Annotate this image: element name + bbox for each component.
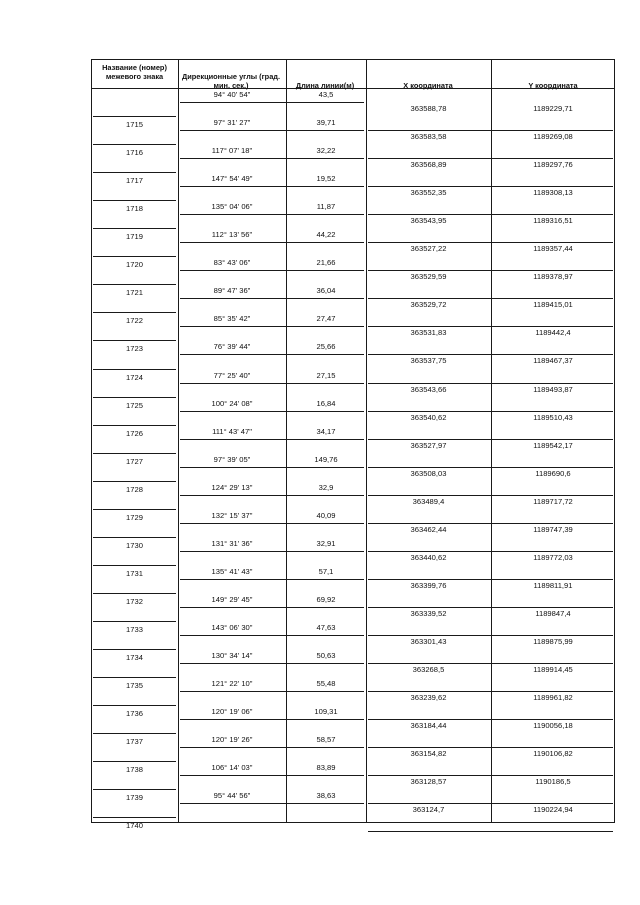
point-name-cell: 1735: [126, 681, 143, 691]
point-name-cell: 1723: [126, 344, 143, 354]
angle-cell: 147° 54' 49": [211, 174, 253, 184]
x-coordinate-cell: 363489,4: [412, 496, 445, 506]
x-coordinate-cell: 363543,95: [410, 216, 447, 226]
length-cell: 149,76: [314, 454, 338, 464]
y-coordinate-cell: 1189357,44: [533, 244, 573, 254]
angle-cell: 117° 07' 18": [211, 146, 253, 156]
angle-cell: 77° 25' 40": [213, 370, 251, 380]
grid-line: [93, 453, 176, 454]
y-coordinate-cell: 1189467,37: [533, 356, 573, 366]
angle-cell: 131° 31' 36": [211, 538, 253, 548]
grid-line: [368, 439, 613, 440]
grid-line: [368, 298, 613, 299]
point-name-cell: 1727: [126, 456, 143, 466]
grid-line: [368, 186, 613, 187]
length-cell: 38,63: [316, 791, 336, 801]
angle-cell: 94° 40' 54": [213, 90, 251, 99]
y-coordinate-cell: 1189542,17: [533, 440, 573, 450]
length-cell: 27,15: [316, 370, 336, 380]
grid-line: [93, 649, 176, 650]
length-cell: 39,71: [316, 118, 336, 128]
x-coordinate-cell: 363128,57: [410, 777, 447, 787]
x-coordinate-cell: 363301,43: [410, 636, 447, 646]
point-name-cell: 1738: [126, 765, 143, 775]
x-coordinate-cell: 363440,62: [410, 552, 447, 562]
grid-line: [93, 425, 176, 426]
grid-line: [93, 312, 176, 313]
grid-line: [368, 635, 613, 636]
point-name-cell: 1719: [126, 232, 143, 242]
length-cell: 55,48: [316, 679, 336, 689]
grid-line: [368, 411, 613, 412]
y-coordinate-cell: 1189747,39: [533, 524, 573, 534]
x-coordinate-cell: 363184,44: [410, 721, 447, 731]
grid-line: [180, 803, 364, 804]
point-name-cell: 1728: [126, 484, 143, 494]
angle-cell: 121° 22' 10": [211, 679, 253, 689]
grid-line: [180, 467, 364, 468]
header-angle: Дирекционные углы (град. мин. сек.): [181, 72, 281, 90]
length-cell: 32,22: [316, 146, 336, 156]
grid-line: [180, 495, 364, 496]
point-name-cell: 1734: [126, 653, 143, 662]
grid-line: [368, 467, 613, 468]
x-coordinate-cell: 363529,59: [410, 272, 447, 282]
grid-line: [368, 523, 613, 524]
grid-line: [180, 214, 364, 215]
grid-line: [368, 747, 613, 748]
grid-line: [93, 397, 176, 398]
x-coordinate-cell: 363588,78: [410, 104, 447, 113]
grid-line: [368, 383, 613, 384]
grid-line: [93, 565, 176, 566]
grid-line: [491, 59, 492, 823]
angle-cell: 149° 29' 45": [211, 594, 253, 604]
grid-line: [180, 242, 364, 243]
length-cell: 11,87: [316, 202, 336, 212]
grid-line: [368, 607, 613, 608]
angle-cell: 132° 15' 37": [211, 510, 253, 520]
grid-line: [93, 593, 176, 594]
grid-line: [368, 495, 613, 496]
x-coordinate-cell: 363268,5: [412, 665, 445, 674]
grid-line: [368, 242, 613, 243]
grid-line: [180, 439, 364, 440]
angle-cell: 83° 43' 06": [213, 258, 251, 268]
length-cell: 16,84: [316, 398, 336, 408]
point-name-cell: 1717: [126, 176, 143, 186]
grid-line: [368, 551, 613, 552]
grid-line: [368, 831, 613, 832]
header-y: Y координата: [528, 81, 578, 90]
y-coordinate-cell: 1189914,45: [533, 665, 573, 674]
y-coordinate-cell: 1189415,01: [533, 300, 573, 310]
grid-line: [180, 635, 364, 636]
grid-line: [180, 102, 364, 103]
grid-line: [91, 59, 92, 823]
length-cell: 43,5: [318, 90, 334, 99]
y-coordinate-cell: 1189510,43: [533, 412, 573, 422]
y-coordinate-cell: 1189269,08: [533, 132, 573, 142]
x-coordinate-cell: 363543,66: [410, 384, 447, 394]
grid-line: [180, 158, 364, 159]
y-coordinate-cell: 1189772,03: [533, 552, 573, 562]
point-name-cell: 1721: [126, 288, 143, 298]
angle-cell: 143° 06' 30": [211, 622, 253, 632]
point-name-cell: 1740: [126, 821, 143, 831]
grid-line: [180, 775, 364, 776]
point-name-cell: 1718: [126, 204, 143, 214]
angle-cell: 124° 29' 13": [211, 482, 253, 492]
point-name-cell: 1716: [126, 148, 143, 158]
grid-line: [368, 326, 613, 327]
grid-line: [368, 214, 613, 215]
header-name: Название (номер) межевого знака: [102, 63, 167, 81]
x-coordinate-cell: 363583,58: [410, 132, 447, 142]
point-name-cell: 1732: [126, 596, 143, 606]
x-coordinate-cell: 363399,76: [410, 580, 447, 590]
y-coordinate-cell: 1189297,76: [533, 160, 573, 170]
angle-cell: 135° 41' 43": [211, 566, 253, 576]
angle-cell: 89° 47' 36": [213, 286, 251, 296]
length-cell: 47,63: [316, 622, 336, 632]
grid-line: [93, 340, 176, 341]
grid-line: [93, 256, 176, 257]
x-coordinate-cell: 363568,89: [410, 160, 447, 170]
grid-line: [180, 663, 364, 664]
length-cell: 109,31: [314, 707, 338, 717]
grid-line: [93, 761, 176, 762]
point-name-cell: 1724: [126, 372, 143, 382]
grid-line: [93, 144, 176, 145]
y-coordinate-cell: 1190224,94: [533, 805, 573, 815]
x-coordinate-cell: 363124,7: [412, 805, 445, 815]
point-name-cell: 1722: [126, 316, 143, 326]
grid-line: [368, 579, 613, 580]
angle-cell: 76° 39' 44": [213, 342, 251, 352]
angle-cell: 120° 19' 26": [211, 735, 253, 745]
grid-line: [180, 354, 364, 355]
length-cell: 32,9: [318, 482, 334, 492]
length-cell: 27,47: [316, 314, 336, 324]
length-cell: 34,17: [316, 426, 336, 436]
grid-line: [93, 284, 176, 285]
grid-line: [180, 130, 364, 131]
grid-line: [93, 228, 176, 229]
grid-line: [368, 803, 613, 804]
y-coordinate-cell: 1189442,4: [535, 328, 571, 338]
point-name-cell: 1730: [126, 540, 143, 550]
y-coordinate-cell: 1189690,6: [535, 468, 571, 478]
grid-line: [180, 551, 364, 552]
grid-line: [366, 59, 367, 823]
point-name-cell: 1729: [126, 512, 143, 522]
length-cell: 32,91: [316, 538, 336, 548]
grid-line: [91, 59, 615, 60]
y-coordinate-cell: 1189316,51: [533, 216, 573, 226]
x-coordinate-cell: 363462,44: [410, 524, 447, 534]
x-coordinate-cell: 363540,62: [410, 412, 447, 422]
y-coordinate-cell: 1189378,97: [533, 272, 573, 282]
point-name-cell: 1733: [126, 624, 143, 634]
grid-line: [180, 270, 364, 271]
x-coordinate-cell: 363239,62: [410, 693, 447, 703]
coordinate-table: [91, 59, 615, 831]
angle-cell: 112° 13' 56": [211, 230, 253, 240]
point-name-cell: 1739: [126, 793, 143, 803]
y-coordinate-cell: 1189308,13: [533, 188, 573, 198]
angle-cell: 100° 24' 08": [211, 398, 253, 408]
angle-cell: 120° 19' 06": [211, 707, 253, 717]
length-cell: 44,22: [316, 230, 336, 240]
x-coordinate-cell: 363537,75: [410, 356, 447, 366]
length-cell: 25,66: [316, 342, 336, 352]
grid-line: [93, 705, 176, 706]
grid-line: [93, 677, 176, 678]
grid-line: [93, 509, 176, 510]
grid-line: [93, 200, 176, 201]
length-cell: 40,09: [316, 510, 336, 520]
grid-line: [180, 326, 364, 327]
y-coordinate-cell: 1189961,82: [533, 693, 573, 703]
grid-line: [93, 369, 176, 370]
x-coordinate-cell: 363154,82: [410, 749, 447, 759]
grid-line: [93, 621, 176, 622]
grid-line: [286, 59, 287, 823]
header-x: X координата: [403, 81, 453, 90]
point-name-cell: 1726: [126, 428, 143, 438]
y-coordinate-cell: 1189847,4: [535, 608, 571, 618]
grid-line: [180, 691, 364, 692]
grid-line: [180, 411, 364, 412]
grid-line: [93, 481, 176, 482]
grid-line: [93, 789, 176, 790]
y-coordinate-cell: 1189229,71: [533, 104, 573, 113]
length-cell: 50,63: [316, 651, 336, 660]
y-coordinate-cell: 1189493,87: [533, 384, 573, 394]
angle-cell: 85° 35' 42": [213, 314, 251, 324]
length-cell: 57,1: [318, 566, 334, 576]
length-cell: 21,66: [316, 258, 336, 268]
x-coordinate-cell: 363527,97: [410, 440, 447, 450]
length-cell: 83,89: [316, 763, 336, 773]
x-coordinate-cell: 363339,52: [410, 608, 447, 618]
header-length: Длина линии(м): [295, 81, 355, 90]
x-coordinate-cell: 363508,03: [410, 468, 447, 478]
y-coordinate-cell: 1190056,18: [533, 721, 573, 731]
grid-line: [180, 747, 364, 748]
grid-line: [368, 354, 613, 355]
grid-line: [368, 158, 613, 159]
grid-line: [368, 719, 613, 720]
grid-line: [93, 733, 176, 734]
x-coordinate-cell: 363527,22: [410, 244, 447, 254]
y-coordinate-cell: 1189717,72: [533, 496, 573, 506]
grid-line: [180, 298, 364, 299]
grid-line: [93, 172, 176, 173]
y-coordinate-cell: 1189811,91: [533, 580, 573, 590]
grid-line: [180, 579, 364, 580]
grid-line: [93, 817, 176, 818]
angle-cell: 106° 14' 03": [211, 763, 253, 773]
grid-line: [93, 116, 176, 117]
grid-line: [368, 663, 613, 664]
grid-line: [180, 383, 364, 384]
length-cell: 19,52: [316, 174, 336, 184]
x-coordinate-cell: 363529,72: [410, 300, 447, 310]
x-coordinate-cell: 363552,35: [410, 188, 447, 198]
point-name-cell: 1725: [126, 400, 143, 410]
grid-line: [368, 775, 613, 776]
grid-line: [180, 719, 364, 720]
point-name-cell: 1715: [126, 120, 143, 130]
y-coordinate-cell: 1189875,99: [533, 636, 573, 646]
point-name-cell: 1720: [126, 260, 143, 270]
point-name-cell: 1737: [126, 737, 143, 747]
grid-line: [93, 537, 176, 538]
point-name-cell: 1736: [126, 709, 143, 719]
angle-cell: 130° 34' 14": [211, 651, 253, 660]
length-cell: 58,57: [316, 735, 336, 745]
grid-line: [178, 59, 179, 823]
grid-line: [368, 691, 613, 692]
angle-cell: 97° 39' 05": [213, 454, 251, 464]
y-coordinate-cell: 1190106,82: [533, 749, 573, 759]
angle-cell: 135° 04' 06": [211, 202, 253, 212]
length-cell: 69,92: [316, 594, 336, 604]
grid-line: [614, 59, 615, 823]
grid-line: [368, 270, 613, 271]
length-cell: 36,04: [316, 286, 336, 296]
x-coordinate-cell: 363531,83: [410, 328, 447, 338]
grid-line: [368, 130, 613, 131]
grid-line: [180, 607, 364, 608]
y-coordinate-cell: 1190186,5: [535, 777, 571, 787]
angle-cell: 111° 43' 47": [212, 426, 252, 436]
grid-line: [180, 186, 364, 187]
angle-cell: 97° 31' 27": [213, 118, 251, 128]
grid-line: [180, 523, 364, 524]
point-name-cell: 1731: [126, 568, 143, 578]
angle-cell: 95° 44' 56": [213, 791, 251, 801]
